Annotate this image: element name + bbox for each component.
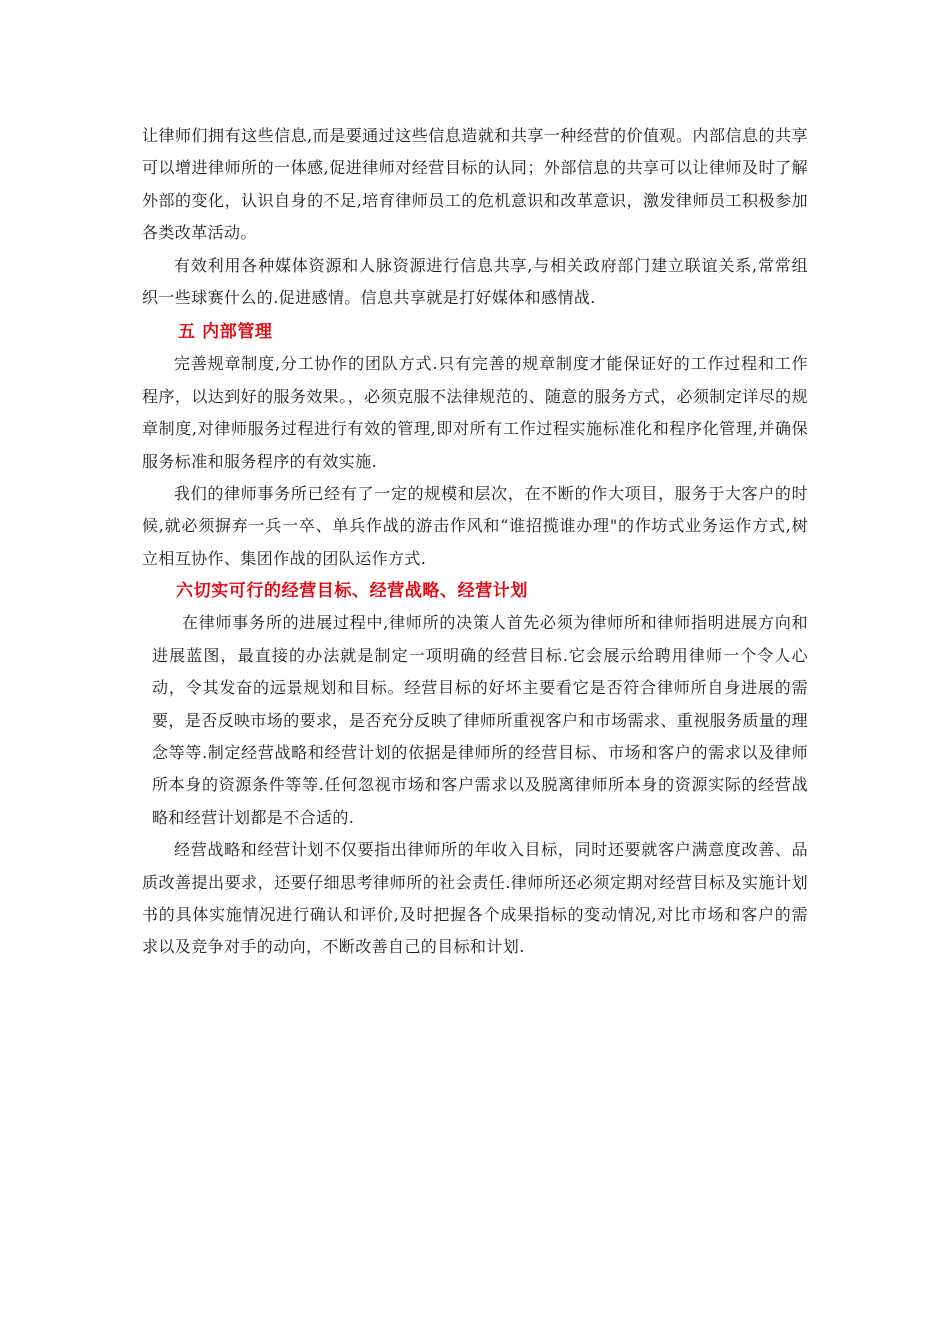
body-paragraph: 有效利用各种媒体资源和人脉资源进行信息共享,与相关政府部门建立联谊关系,常常组织一些球赛什么的.促进感情。信息共享就是打好媒体和感情战. bbox=[142, 255, 808, 308]
body-paragraph: 让律师们拥有这些信息,而是要通过这些信息造就和共享一种经营的价值观。内部信息的共享可以增进律师所的一体感,促进律师对经营目标的认同；外部信息的共享可以让律师及时了解外部的变化，认识自身的不足,培育律师员工的危机意识和改革意识，激发律师员工积极参加各类改革活动。 bbox=[142, 126, 808, 243]
document-page bbox=[142, 120, 808, 964]
body-paragraph: 在律师事务所的进展过程中,律师所的决策人首先必须为律师所和律师指明进展方向和进展蓝图，最直接的办法就是制定一项明确的经营目标.它会展示给聘用律师一个令人心动，令其发奋的远景规划和目标。经营目标的好坏主要看它是否符合律师所自身进展的需要，是否反映市场的要求，是否充分反映了律师所重视客户和市场需求、重视服务质量的理念等等.制定经营战略和经营计划的依据是律师所的经营目标、市场和客户的需求以及律师所本身的资源条件等等.任何忽视市场和客户需求以及脱离律师所本身的资源实际的经营战略和经营计划都是不合适的. bbox=[152, 613, 809, 827]
body-paragraph: 经营战略和经营计划不仅要指出律师所的年收入目标，同时还要就客户满意度改善、品质改善提出要求，还要仔细思考律师所的社会责任.律师所还必须定期对经营目标及实施计划书的具体实施情况进行确认和评价,及时把握各个成果指标的变动情况,对比市场和客户的需求以及竞争对手的动向，不断改善自己的目标和计划. bbox=[142, 840, 808, 957]
body-paragraph: 我们的律师事务所已经有了一定的规模和层次，在不断的作大项目，服务于大客户的时候,就必须摒弃一兵一卒、单兵作战的游击作风和“谁招揽谁办理"的作坊式业务运作方式,树立相互协作、集团作战的团队运作方式. bbox=[142, 484, 808, 568]
body-paragraph: 完善规章制度,分工协作的团队方式.只有完善的规章制度才能保证好的工作过程和工作程序，以达到好的服务效果。，必须克服不法律规范的、随意的服务方式，必须制定详尽的规章制度,对律师服务过程进行有效的管理,即对所有工作过程实施标准化和程序化管理,并确保服务标准和服务程序的有效实施. bbox=[142, 354, 808, 471]
section-heading-business-goals: 六切实可行的经营目标、经营战略、经营计划 bbox=[176, 581, 528, 602]
section-heading-internal-management: 五 内部管理 bbox=[178, 322, 273, 343]
